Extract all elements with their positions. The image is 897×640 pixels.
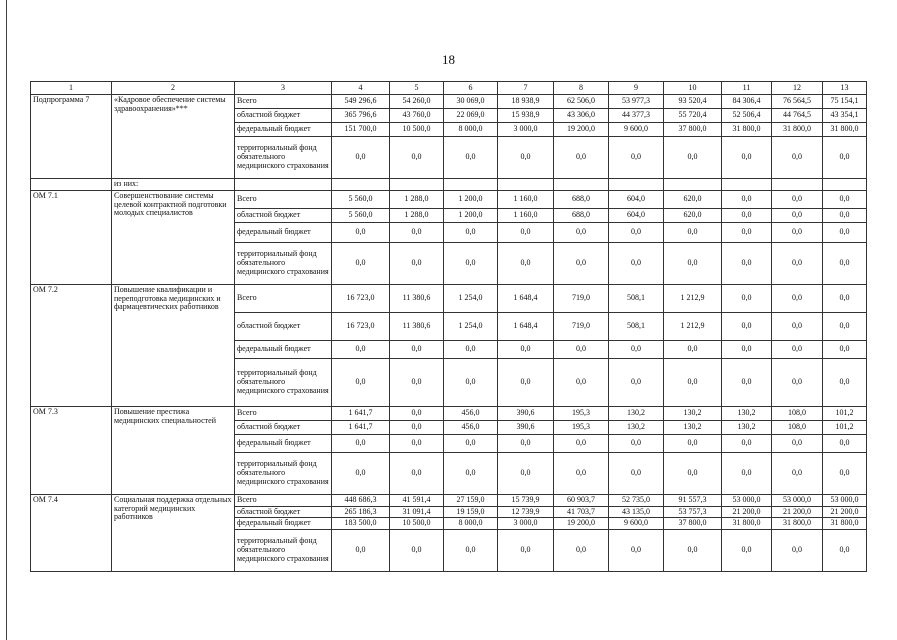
value-cell: 0,0 (823, 312, 867, 340)
value-cell: 0,0 (772, 312, 823, 340)
value-cell: 265 186,3 (332, 506, 390, 518)
value-cell: 0,0 (390, 242, 444, 284)
funding-source-label: федеральный бюджет (235, 222, 332, 242)
program-name: Повышение квалификации и переподготовка медицинских и фармацевтических работников (112, 284, 235, 406)
value-cell: 1 160,0 (498, 190, 554, 208)
value-cell: 52 735,0 (609, 494, 664, 506)
value-cell: 0,0 (772, 222, 823, 242)
value-cell: 0,0 (444, 222, 498, 242)
funding-source-label: Всего (235, 190, 332, 208)
value-cell: 130,2 (722, 406, 772, 420)
value-cell: 0,0 (823, 340, 867, 358)
value-cell: 52 506,4 (722, 109, 772, 123)
value-cell: 0,0 (722, 190, 772, 208)
value-cell: 195,3 (554, 406, 609, 420)
header-cell: 11 (722, 82, 772, 95)
value-cell: 108,0 (772, 406, 823, 420)
value-cell: 0,0 (390, 406, 444, 420)
value-cell: 0,0 (498, 530, 554, 572)
value-cell: 30 069,0 (444, 95, 498, 109)
value-cell: 31 800,0 (722, 518, 772, 530)
value-cell: 604,0 (609, 208, 664, 222)
value-cell: 31 800,0 (722, 123, 772, 137)
header-cell: 1 (31, 82, 112, 95)
value-cell: 0,0 (498, 137, 554, 179)
value-cell: 8 000,0 (444, 518, 498, 530)
funding-source-label: областной бюджет (235, 312, 332, 340)
value-cell: 0,0 (390, 137, 444, 179)
value-cell: 0,0 (609, 452, 664, 494)
value-cell: 0,0 (390, 420, 444, 434)
funding-source-label: федеральный бюджет (235, 340, 332, 358)
header-row (31, 82, 867, 95)
value-cell: 3 000,0 (498, 518, 554, 530)
empty-cell (554, 179, 609, 191)
header-cell: 2 (112, 82, 235, 95)
value-cell: 0,0 (772, 530, 823, 572)
funding-source-label: федеральный бюджет (235, 434, 332, 452)
value-cell: 0,0 (609, 358, 664, 406)
value-cell: 620,0 (664, 208, 722, 222)
separator-row (31, 179, 867, 191)
value-cell: 53 000,0 (722, 494, 772, 506)
value-cell: 15 739,9 (498, 494, 554, 506)
value-cell: 0,0 (722, 434, 772, 452)
value-cell: 62 506,0 (554, 95, 609, 109)
value-cell: 0,0 (554, 452, 609, 494)
value-cell: 43 354,1 (823, 109, 867, 123)
table-row (31, 190, 867, 208)
value-cell: 0,0 (772, 340, 823, 358)
funding-source-label: Всего (235, 284, 332, 312)
header-cell: 13 (823, 82, 867, 95)
empty-cell (823, 179, 867, 191)
value-cell: 0,0 (554, 434, 609, 452)
value-cell: 44 377,3 (609, 109, 664, 123)
value-cell: 15 938,9 (498, 109, 554, 123)
value-cell: 16 723,0 (332, 312, 390, 340)
value-cell: 1 212,9 (664, 284, 722, 312)
program-code: ОМ 7.4 (31, 494, 112, 571)
header-cell: 4 (332, 82, 390, 95)
value-cell: 0,0 (390, 434, 444, 452)
value-cell: 27 159,0 (444, 494, 498, 506)
value-cell: 1 200,0 (444, 190, 498, 208)
value-cell: 549 296,6 (332, 95, 390, 109)
value-cell: 19 159,0 (444, 506, 498, 518)
funding-source-label: территориальный фонд обязательного медицинского страхования (235, 530, 332, 572)
empty-cell (332, 179, 390, 191)
value-cell: 0,0 (444, 242, 498, 284)
header-cell: 9 (609, 82, 664, 95)
empty-cell (444, 179, 498, 191)
value-cell: 11 380,6 (390, 312, 444, 340)
value-cell: 0,0 (444, 137, 498, 179)
value-cell: 0,0 (498, 222, 554, 242)
funding-source-label: Всего (235, 95, 332, 109)
table-row (31, 95, 867, 109)
value-cell: 0,0 (332, 452, 390, 494)
value-cell: 0,0 (332, 222, 390, 242)
program-name: Повышение престижа медицинских специальностей (112, 406, 235, 494)
value-cell: 1 212,9 (664, 312, 722, 340)
value-cell: 108,0 (772, 420, 823, 434)
value-cell: 130,2 (664, 406, 722, 420)
value-cell: 0,0 (664, 222, 722, 242)
value-cell: 1 641,7 (332, 406, 390, 420)
page-number: 18 (442, 52, 455, 67)
empty-cell (664, 179, 722, 191)
value-cell: 8 000,0 (444, 123, 498, 137)
value-cell: 0,0 (664, 340, 722, 358)
value-cell: 91 557,3 (664, 494, 722, 506)
value-cell: 0,0 (722, 222, 772, 242)
value-cell: 0,0 (498, 452, 554, 494)
header-cell: 12 (772, 82, 823, 95)
value-cell: 19 200,0 (554, 518, 609, 530)
empty-cell (31, 179, 112, 191)
value-cell: 0,0 (664, 452, 722, 494)
value-cell: 719,0 (554, 284, 609, 312)
value-cell: 0,0 (554, 222, 609, 242)
value-cell: 31 800,0 (772, 123, 823, 137)
value-cell: 0,0 (332, 340, 390, 358)
value-cell: 0,0 (722, 242, 772, 284)
value-cell: 5 560,0 (332, 208, 390, 222)
value-cell: 390,6 (498, 406, 554, 420)
value-cell: 0,0 (823, 137, 867, 179)
value-cell: 0,0 (390, 222, 444, 242)
value-cell: 0,0 (390, 530, 444, 572)
value-cell: 43 760,0 (390, 109, 444, 123)
value-cell: 10 500,0 (390, 123, 444, 137)
value-cell: 53 977,3 (609, 95, 664, 109)
funding-source-label: федеральный бюджет (235, 518, 332, 530)
value-cell: 365 796,6 (332, 109, 390, 123)
value-cell: 1 641,7 (332, 420, 390, 434)
table-row (31, 406, 867, 420)
value-cell: 0,0 (554, 137, 609, 179)
value-cell: 75 154,1 (823, 95, 867, 109)
value-cell: 84 306,4 (722, 95, 772, 109)
value-cell: 0,0 (722, 312, 772, 340)
value-cell: 0,0 (823, 284, 867, 312)
value-cell: 60 903,7 (554, 494, 609, 506)
value-cell: 195,3 (554, 420, 609, 434)
value-cell: 0,0 (554, 358, 609, 406)
value-cell: 390,6 (498, 420, 554, 434)
value-cell: 22 069,0 (444, 109, 498, 123)
value-cell: 0,0 (722, 340, 772, 358)
value-cell: 0,0 (823, 358, 867, 406)
value-cell: 0,0 (772, 208, 823, 222)
program-name: «Кадровое обеспечение системы здравоохранения»*** (112, 95, 235, 179)
value-cell: 0,0 (772, 284, 823, 312)
value-cell: 101,2 (823, 420, 867, 434)
funding-source-label: областной бюджет (235, 109, 332, 123)
value-cell: 18 938,9 (498, 95, 554, 109)
value-cell: 1 254,0 (444, 312, 498, 340)
value-cell: 0,0 (332, 434, 390, 452)
value-cell: 0,0 (609, 222, 664, 242)
value-cell: 31 800,0 (823, 518, 867, 530)
value-cell: 0,0 (444, 358, 498, 406)
value-cell: 1 200,0 (444, 208, 498, 222)
value-cell: 0,0 (772, 434, 823, 452)
value-cell: 0,0 (332, 242, 390, 284)
value-cell: 21 200,0 (772, 506, 823, 518)
value-cell: 0,0 (722, 452, 772, 494)
value-cell: 0,0 (609, 340, 664, 358)
value-cell: 0,0 (823, 452, 867, 494)
value-cell: 0,0 (498, 434, 554, 452)
value-cell: 55 720,4 (664, 109, 722, 123)
value-cell: 508,1 (609, 312, 664, 340)
budget-table (30, 81, 867, 572)
value-cell: 130,2 (722, 420, 772, 434)
funding-source-label: Всего (235, 494, 332, 506)
value-cell: 0,0 (554, 530, 609, 572)
separator-label: из них: (112, 179, 235, 191)
value-cell: 0,0 (390, 358, 444, 406)
value-cell: 0,0 (444, 452, 498, 494)
page-edge-line (6, 0, 7, 640)
value-cell: 1 288,0 (390, 190, 444, 208)
empty-cell (722, 179, 772, 191)
program-code: Подпрограмма 7 (31, 95, 112, 179)
program-code: ОМ 7.3 (31, 406, 112, 494)
program-code: ОМ 7.2 (31, 284, 112, 406)
funding-source-label: областной бюджет (235, 506, 332, 518)
value-cell: 0,0 (554, 340, 609, 358)
value-cell: 41 703,7 (554, 506, 609, 518)
value-cell: 53 757,3 (664, 506, 722, 518)
value-cell: 37 800,0 (664, 518, 722, 530)
empty-cell (235, 179, 332, 191)
value-cell: 0,0 (772, 242, 823, 284)
value-cell: 456,0 (444, 406, 498, 420)
value-cell: 0,0 (823, 208, 867, 222)
value-cell: 21 200,0 (823, 506, 867, 518)
program-code: ОМ 7.1 (31, 190, 112, 284)
value-cell: 183 500,0 (332, 518, 390, 530)
funding-source-label: территориальный фонд обязательного медицинского страхования (235, 242, 332, 284)
header-cell: 3 (235, 82, 332, 95)
value-cell: 0,0 (390, 452, 444, 494)
value-cell: 0,0 (664, 242, 722, 284)
value-cell: 0,0 (664, 358, 722, 406)
value-cell: 93 520,4 (664, 95, 722, 109)
value-cell: 719,0 (554, 312, 609, 340)
value-cell: 0,0 (498, 340, 554, 358)
value-cell: 5 560,0 (332, 190, 390, 208)
value-cell: 41 591,4 (390, 494, 444, 506)
value-cell: 0,0 (823, 530, 867, 572)
value-cell: 0,0 (772, 358, 823, 406)
value-cell: 0,0 (332, 358, 390, 406)
value-cell: 0,0 (664, 530, 722, 572)
value-cell: 0,0 (332, 530, 390, 572)
program-name: Совершенствование системы целевой контрактной подготовки молодых специалистов (112, 190, 235, 284)
value-cell: 0,0 (664, 434, 722, 452)
table-row (31, 284, 867, 312)
empty-cell (498, 179, 554, 191)
value-cell: 151 700,0 (332, 123, 390, 137)
value-cell: 448 686,3 (332, 494, 390, 506)
value-cell: 1 648,4 (498, 284, 554, 312)
header-cell: 5 (390, 82, 444, 95)
value-cell: 688,0 (554, 190, 609, 208)
value-cell: 0,0 (722, 358, 772, 406)
value-cell: 1 254,0 (444, 284, 498, 312)
value-cell: 31 800,0 (823, 123, 867, 137)
value-cell: 0,0 (722, 530, 772, 572)
funding-source-label: территориальный фонд обязательного медицинского страхования (235, 137, 332, 179)
value-cell: 101,2 (823, 406, 867, 420)
value-cell: 9 600,0 (609, 518, 664, 530)
value-cell: 620,0 (664, 190, 722, 208)
funding-source-label: областной бюджет (235, 208, 332, 222)
value-cell: 130,2 (609, 406, 664, 420)
value-cell: 19 200,0 (554, 123, 609, 137)
value-cell: 0,0 (332, 137, 390, 179)
value-cell: 76 564,5 (772, 95, 823, 109)
value-cell: 0,0 (772, 137, 823, 179)
value-cell: 0,0 (390, 340, 444, 358)
value-cell: 3 000,0 (498, 123, 554, 137)
funding-source-label: областной бюджет (235, 420, 332, 434)
value-cell: 130,2 (664, 420, 722, 434)
program-name: Социальная поддержка отдельных категорий медицинских работников (112, 494, 235, 571)
value-cell: 456,0 (444, 420, 498, 434)
value-cell: 0,0 (823, 242, 867, 284)
value-cell: 688,0 (554, 208, 609, 222)
value-cell: 0,0 (823, 434, 867, 452)
value-cell: 130,2 (609, 420, 664, 434)
funding-source-label: территориальный фонд обязательного медицинского страхования (235, 452, 332, 494)
value-cell: 1 160,0 (498, 208, 554, 222)
value-cell: 31 091,4 (390, 506, 444, 518)
value-cell: 1 288,0 (390, 208, 444, 222)
funding-source-label: федеральный бюджет (235, 123, 332, 137)
value-cell: 44 764,5 (772, 109, 823, 123)
value-cell: 54 260,0 (390, 95, 444, 109)
value-cell: 0,0 (722, 284, 772, 312)
value-cell: 10 500,0 (390, 518, 444, 530)
value-cell: 31 800,0 (772, 518, 823, 530)
value-cell: 0,0 (554, 242, 609, 284)
value-cell: 21 200,0 (722, 506, 772, 518)
value-cell: 508,1 (609, 284, 664, 312)
value-cell: 53 000,0 (823, 494, 867, 506)
value-cell: 604,0 (609, 190, 664, 208)
empty-cell (609, 179, 664, 191)
funding-source-label: Всего (235, 406, 332, 420)
empty-cell (390, 179, 444, 191)
value-cell: 0,0 (722, 137, 772, 179)
value-cell: 53 000,0 (772, 494, 823, 506)
value-cell: 0,0 (823, 222, 867, 242)
header-cell: 8 (554, 82, 609, 95)
value-cell: 12 739,9 (498, 506, 554, 518)
value-cell: 43 306,0 (554, 109, 609, 123)
header-cell: 7 (498, 82, 554, 95)
value-cell: 0,0 (609, 530, 664, 572)
value-cell: 0,0 (772, 452, 823, 494)
value-cell: 16 723,0 (332, 284, 390, 312)
value-cell: 37 800,0 (664, 123, 722, 137)
value-cell: 0,0 (444, 340, 498, 358)
value-cell: 0,0 (609, 434, 664, 452)
value-cell: 0,0 (444, 434, 498, 452)
value-cell: 0,0 (444, 530, 498, 572)
value-cell: 1 648,4 (498, 312, 554, 340)
table-body (31, 82, 867, 572)
empty-cell (772, 179, 823, 191)
value-cell: 43 135,0 (609, 506, 664, 518)
value-cell: 0,0 (609, 242, 664, 284)
value-cell: 0,0 (772, 190, 823, 208)
value-cell: 0,0 (823, 190, 867, 208)
value-cell: 9 600,0 (609, 123, 664, 137)
header-cell: 6 (444, 82, 498, 95)
table-row (31, 494, 867, 506)
header-cell: 10 (664, 82, 722, 95)
value-cell: 0,0 (664, 137, 722, 179)
value-cell: 0,0 (498, 358, 554, 406)
value-cell: 11 380,6 (390, 284, 444, 312)
value-cell: 0,0 (498, 242, 554, 284)
value-cell: 0,0 (609, 137, 664, 179)
funding-source-label: территориальный фонд обязательного медицинского страхования (235, 358, 332, 406)
value-cell: 0,0 (722, 208, 772, 222)
